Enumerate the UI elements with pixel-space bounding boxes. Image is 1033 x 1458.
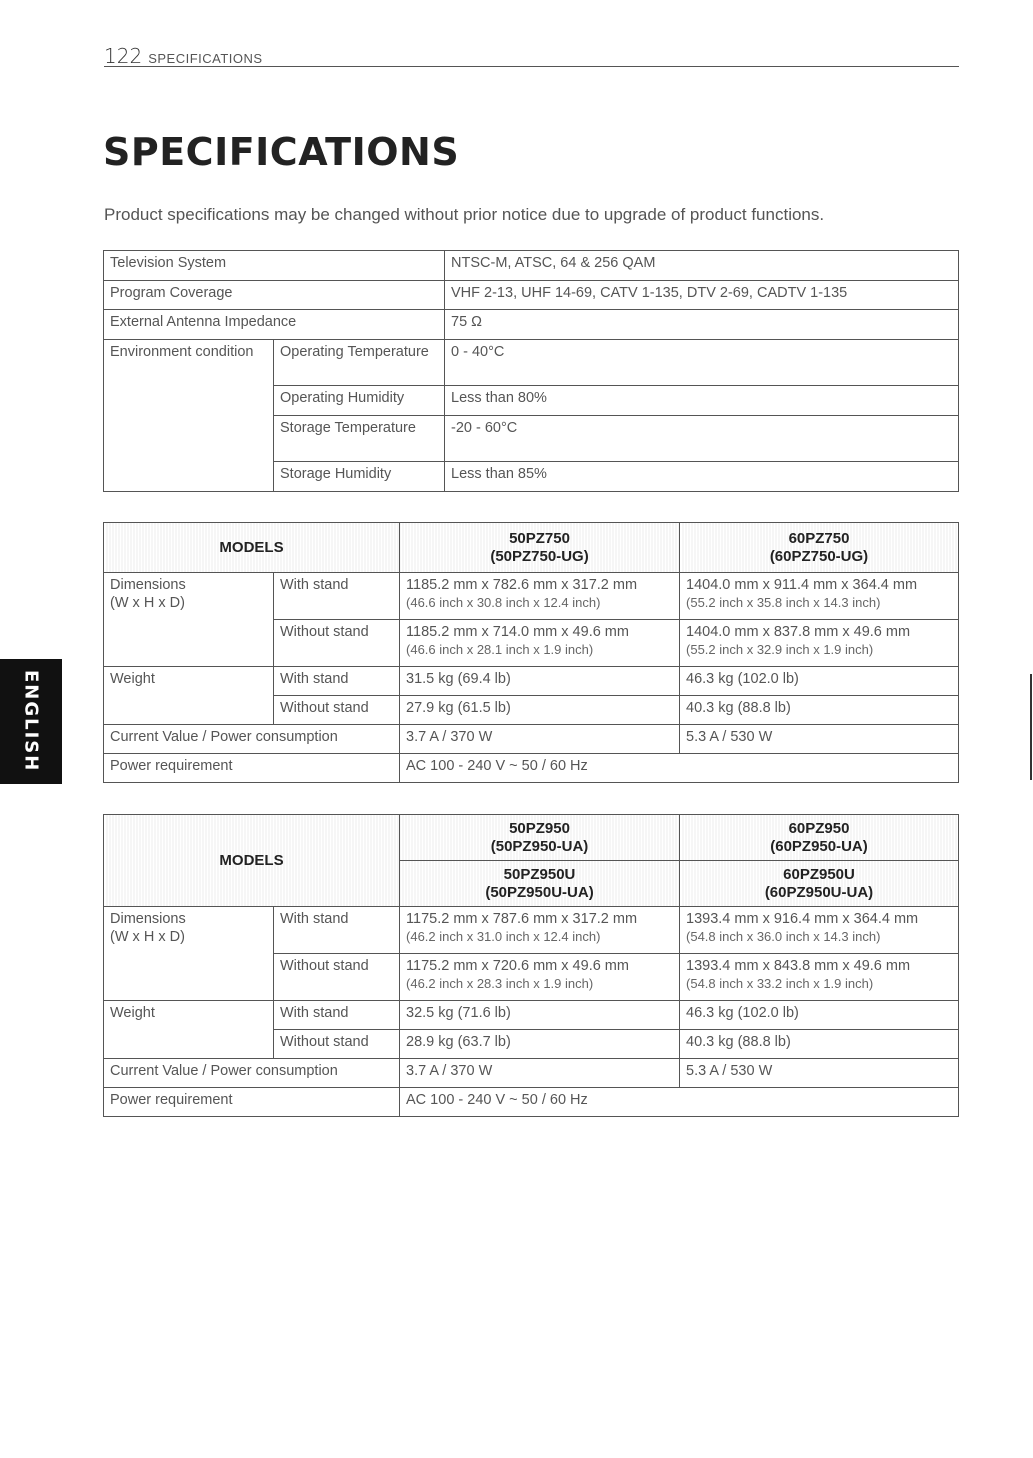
model-header	[400, 523, 680, 573]
spec-value: 28.9 kg (63.7 lb)	[400, 1030, 680, 1059]
intro-text: Product specifications may be changed without prior notice due to upgrade of product functions.	[104, 205, 825, 224]
dim-mm: 1175.2 mm x 787.6 mm x 317.2 mm	[406, 911, 638, 927]
spec-value: AC 100 - 240 V ~ 50 / 60 Hz	[400, 1088, 959, 1117]
table-row	[104, 907, 959, 954]
spec-value	[680, 954, 959, 1001]
spec-value: VHF 2-13, UHF 14-69, CATV 1-135, DTV 2-69, CADTV 1-135	[445, 281, 959, 310]
dim-inch: (54.8 inch x 36.0 inch x 14.3 inch)	[686, 929, 881, 944]
spec-value: 0 - 40°C	[445, 340, 959, 386]
dim-inch: (46.6 inch x 30.8 inch x 12.4 inch)	[406, 595, 601, 610]
table-row	[104, 1088, 959, 1117]
model-code: (50PZ950-UA)	[490, 837, 589, 855]
spec-sublabel: With stand	[274, 1001, 400, 1030]
table-row	[104, 310, 959, 340]
spec-value: 40.3 kg (88.8 lb)	[680, 696, 959, 725]
table-row	[104, 251, 959, 281]
table-row	[104, 523, 959, 573]
whd-label: (W x H x D)	[110, 929, 185, 945]
spec-value: AC 100 - 240 V ~ 50 / 60 Hz	[400, 754, 959, 783]
dim-inch: (46.6 inch x 28.1 inch x 1.9 inch)	[406, 642, 594, 657]
dim-mm: 1404.0 mm x 837.8 mm x 49.6 mm	[686, 624, 911, 640]
spec-value	[400, 573, 680, 620]
model-code: (60PZ750-UG)	[769, 547, 869, 565]
dim-inch: (55.2 inch x 32.9 inch x 1.9 inch)	[686, 642, 874, 657]
spec-value	[400, 954, 680, 1001]
models-header: MODELS	[104, 523, 400, 573]
models-header: MODELS	[104, 815, 400, 907]
spec-value: 46.3 kg (102.0 lb)	[680, 1001, 959, 1030]
table-row	[104, 1001, 959, 1030]
spec-label: Current Value / Power consumption	[104, 1059, 400, 1088]
pz950-spec-table	[103, 814, 959, 1117]
spec-value: 40.3 kg (88.8 lb)	[680, 1030, 959, 1059]
spec-label	[104, 907, 274, 1001]
model-name: 60PZ750	[788, 529, 850, 547]
spec-value: -20 - 60°C	[445, 416, 959, 462]
spec-label: Power requirement	[104, 754, 400, 783]
dimensions-label: Dimensions	[110, 911, 186, 927]
table-row	[104, 1059, 959, 1088]
model-name: 60PZ950U	[783, 865, 855, 883]
spec-value: 3.7 A / 370 W	[400, 1059, 680, 1088]
page-title: SPECIFICATIONS	[103, 130, 460, 174]
dim-mm: 1404.0 mm x 911.4 mm x 364.4 mm	[686, 577, 918, 593]
dim-inch: (54.8 inch x 33.2 inch x 1.9 inch)	[686, 976, 874, 991]
spec-value	[680, 907, 959, 954]
spec-label: Weight	[104, 1001, 274, 1059]
spec-sublabel: Without stand	[274, 696, 400, 725]
spec-sublabel: With stand	[274, 907, 400, 954]
model-code: (50PZ750-UG)	[490, 547, 589, 565]
spec-value	[400, 907, 680, 954]
spec-label: Current Value / Power consumption	[104, 725, 400, 754]
spec-value: 46.3 kg (102.0 lb)	[680, 667, 959, 696]
spec-value: 27.9 kg (61.5 lb)	[400, 696, 680, 725]
spec-sublabel: Without stand	[274, 1030, 400, 1059]
dim-inch: (46.2 inch x 28.3 inch x 1.9 inch)	[406, 976, 594, 991]
spec-sublabel: Storage Humidity	[274, 462, 445, 492]
spec-label: Weight	[104, 667, 274, 725]
model-header	[680, 815, 959, 861]
table-row	[104, 573, 959, 620]
model-name: 60PZ950	[788, 819, 850, 837]
spec-label: Power requirement	[104, 1088, 400, 1117]
model-name: 50PZ750	[509, 529, 570, 547]
spec-sublabel: Without stand	[274, 620, 400, 667]
spec-label	[104, 573, 274, 667]
spec-sublabel: Operating Temperature	[274, 340, 445, 386]
dim-mm: 1175.2 mm x 720.6 mm x 49.6 mm	[406, 958, 629, 974]
spec-sublabel: Storage Temperature	[274, 416, 445, 462]
spec-label: External Antenna Impedance	[104, 310, 445, 340]
spec-sublabel: With stand	[274, 667, 400, 696]
table-row	[104, 340, 959, 386]
dim-inch: (46.2 inch x 31.0 inch x 12.4 inch)	[406, 929, 601, 944]
spec-sublabel: With stand	[274, 573, 400, 620]
section-name: SPECIFICATIONS	[148, 51, 263, 66]
model-header	[680, 523, 959, 573]
spec-value	[680, 620, 959, 667]
spec-value: Less than 80%	[445, 386, 959, 416]
spec-value: Less than 85%	[445, 462, 959, 492]
spec-value	[680, 573, 959, 620]
model-code: (60PZ950-UA)	[770, 837, 868, 855]
table-row	[104, 667, 959, 696]
table-row	[104, 754, 959, 783]
spec-value: 3.7 A / 370 W	[400, 725, 680, 754]
model-name: 50PZ950	[509, 819, 570, 837]
language-tab	[0, 659, 62, 784]
model-header	[400, 861, 680, 907]
spec-value: 75 Ω	[445, 310, 959, 340]
spec-value: 5.3 A / 530 W	[680, 1059, 959, 1088]
spec-sublabel: Operating Humidity	[274, 386, 445, 416]
model-code: (60PZ950U-UA)	[764, 883, 874, 901]
page-header	[104, 44, 959, 67]
table-row	[104, 815, 959, 861]
dim-mm: 1393.4 mm x 916.4 mm x 364.4 mm	[686, 911, 919, 927]
spec-label: Environment condition	[104, 340, 274, 492]
pz750-spec-table	[103, 522, 959, 783]
spec-value	[400, 620, 680, 667]
page-number: 122	[104, 44, 143, 68]
page-edge-mark	[1030, 674, 1032, 780]
dim-mm: 1393.4 mm x 843.8 mm x 49.6 mm	[686, 958, 911, 974]
general-spec-table	[103, 250, 959, 492]
model-header	[680, 861, 959, 907]
whd-label: (W x H x D)	[110, 595, 185, 611]
table-row	[104, 281, 959, 310]
model-header	[400, 815, 680, 861]
spec-value: 32.5 kg (71.6 lb)	[400, 1001, 680, 1030]
spec-value: NTSC-M, ATSC, 64 & 256 QAM	[445, 251, 959, 281]
spec-label: Television System	[104, 251, 445, 281]
spec-label: Program Coverage	[104, 281, 445, 310]
dim-mm: 1185.2 mm x 782.6 mm x 317.2 mm	[406, 577, 638, 593]
spec-sublabel: Without stand	[274, 954, 400, 1001]
table-row	[104, 725, 959, 754]
model-name: 50PZ950U	[503, 865, 576, 883]
model-code: (50PZ950U-UA)	[485, 883, 594, 901]
spec-value: 31.5 kg (69.4 lb)	[400, 667, 680, 696]
dim-mm: 1185.2 mm x 714.0 mm x 49.6 mm	[406, 624, 629, 640]
dim-inch: (55.2 inch x 35.8 inch x 14.3 inch)	[686, 595, 881, 610]
spec-value: 5.3 A / 530 W	[680, 725, 959, 754]
dimensions-label: Dimensions	[110, 577, 186, 593]
language-label: ENGLISH	[20, 670, 42, 773]
